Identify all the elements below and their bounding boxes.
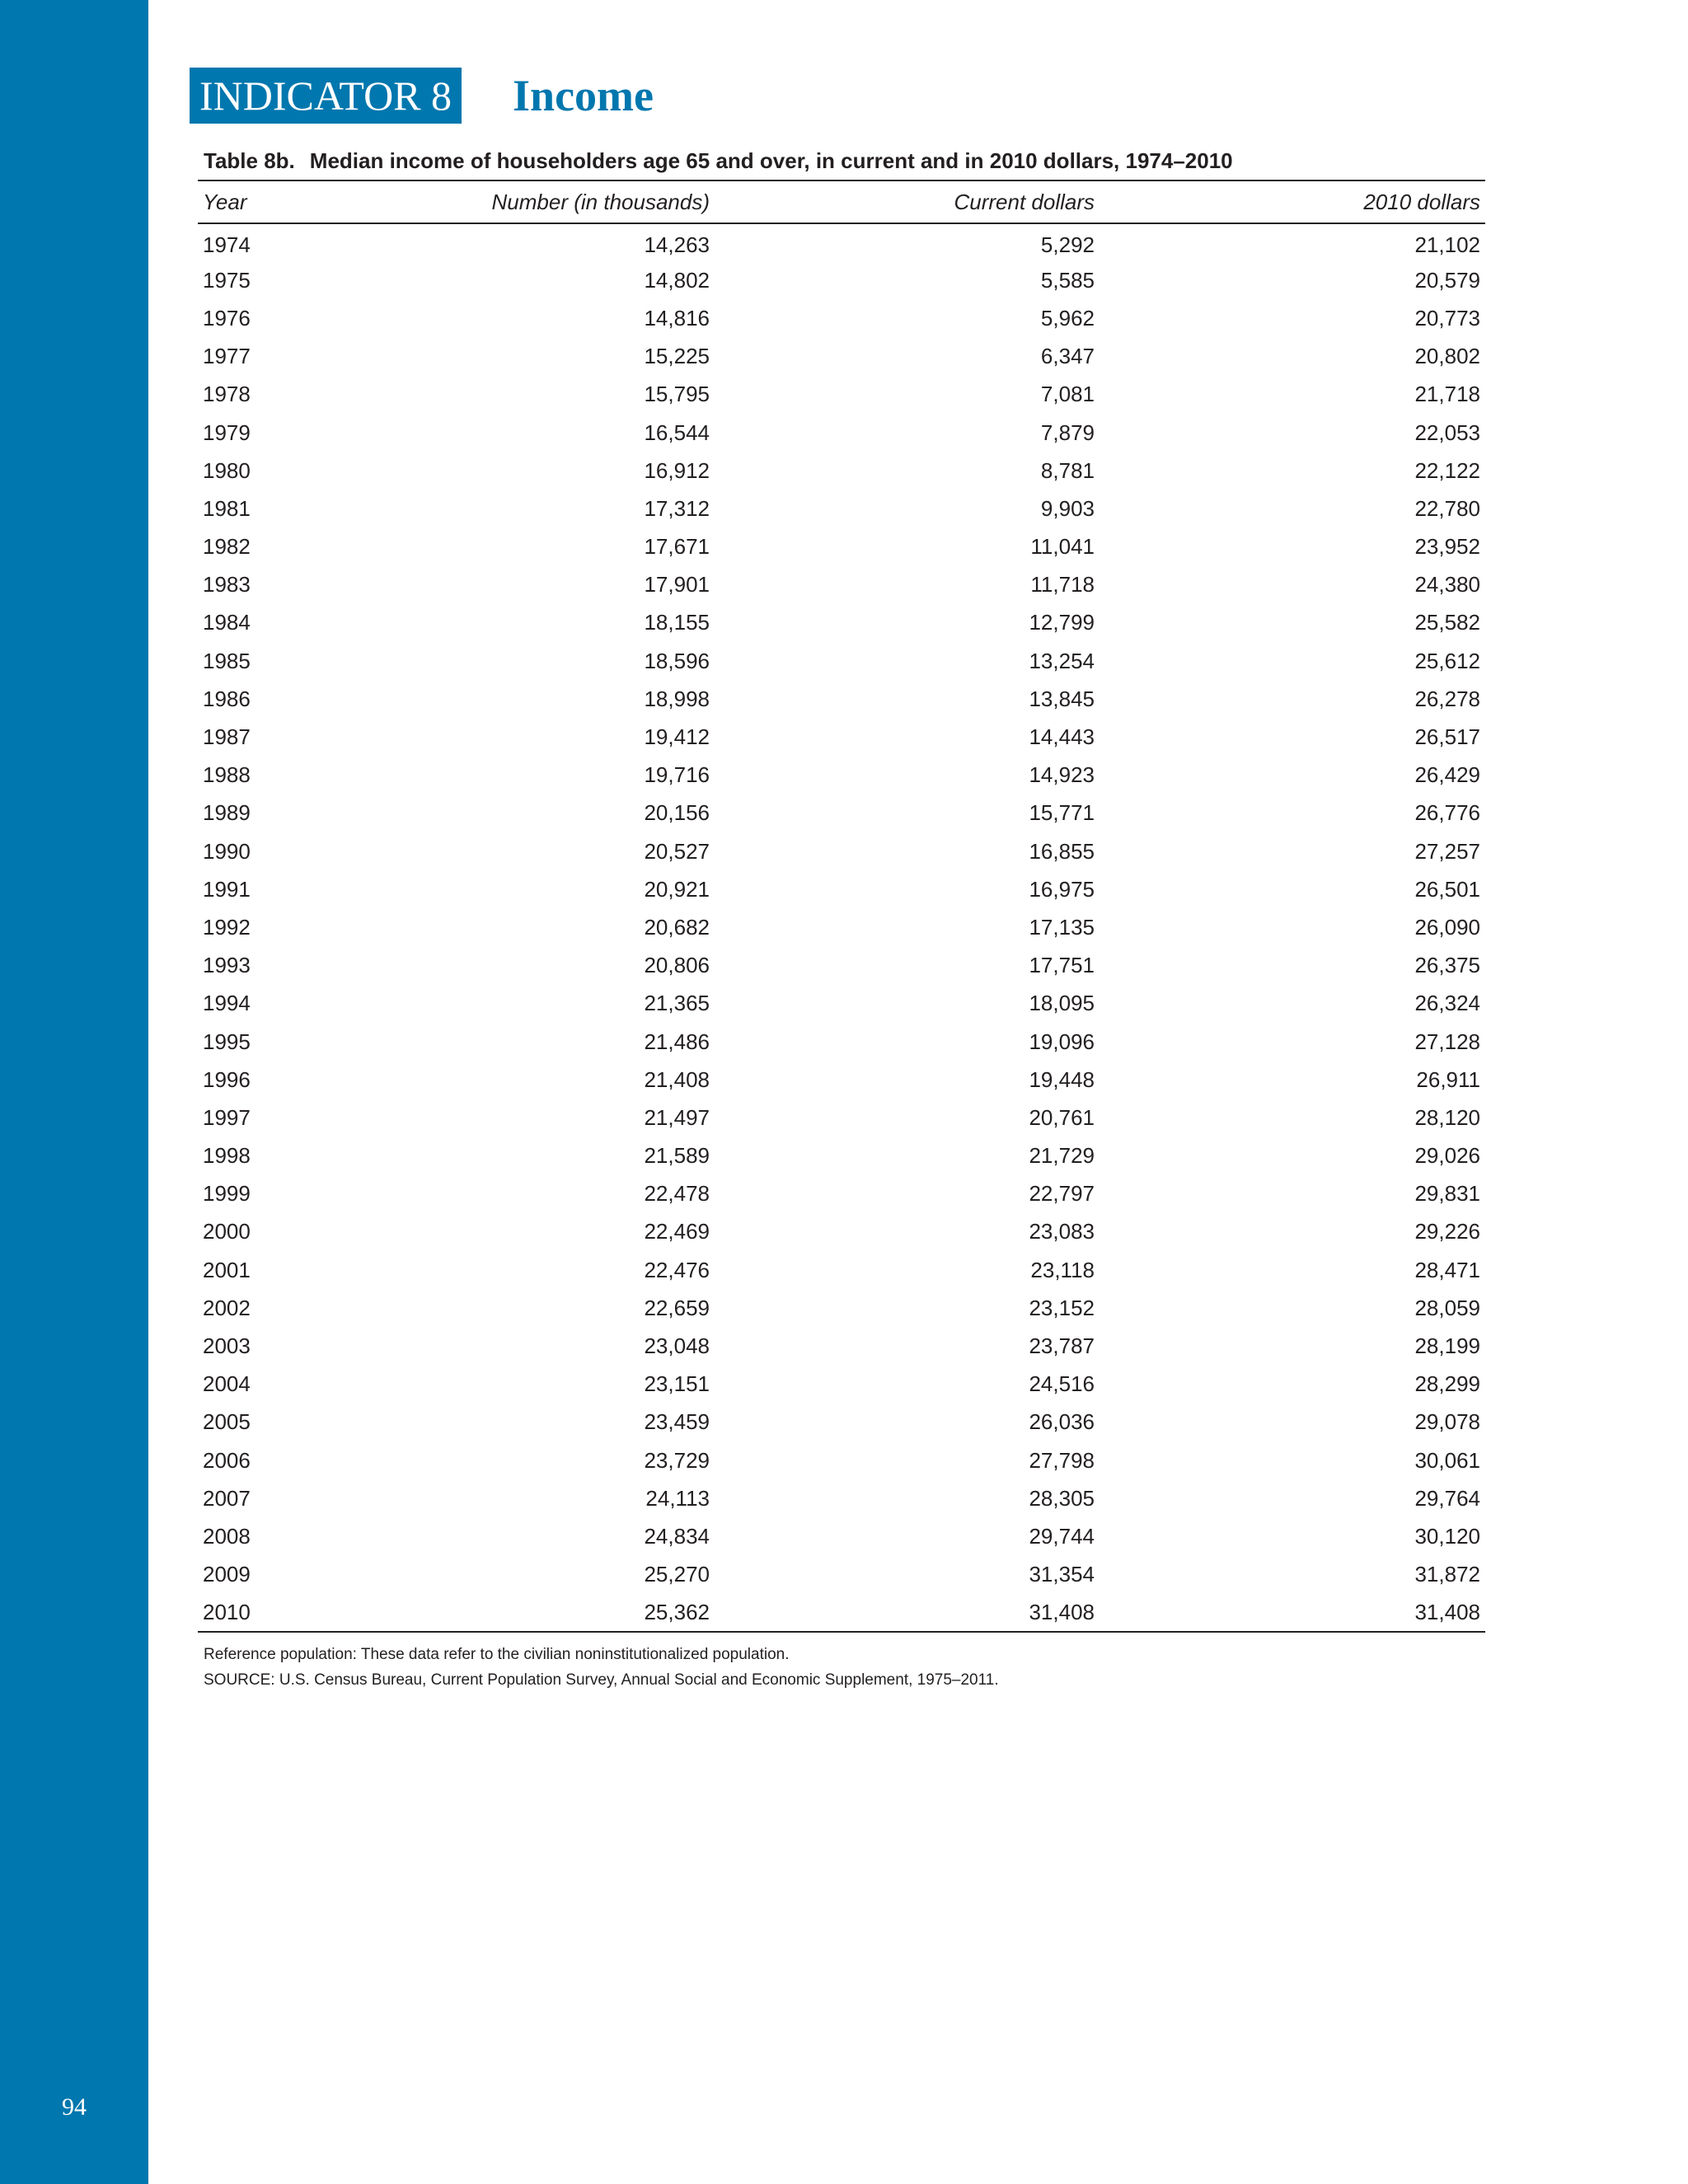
cell-current-dollars: 14,923 xyxy=(1029,762,1095,788)
table-row xyxy=(198,299,1485,337)
table-row xyxy=(198,223,1485,261)
cell-current-dollars: 8,781 xyxy=(1040,457,1095,483)
cell-current-dollars: 18,095 xyxy=(1029,991,1095,1016)
table-row xyxy=(198,908,1485,946)
table-row xyxy=(198,870,1485,908)
cell-year: 2007 xyxy=(203,1485,251,1511)
cell-current-dollars: 17,751 xyxy=(1029,953,1095,978)
cell-number: 20,682 xyxy=(644,914,710,940)
cell-year: 1977 xyxy=(203,344,251,369)
cell-year: 2006 xyxy=(203,1447,251,1473)
cell-year: 1990 xyxy=(203,838,251,864)
page-number: 94 xyxy=(62,2093,87,2121)
cell-2010-dollars: 25,582 xyxy=(1414,610,1480,635)
cell-current-dollars: 31,408 xyxy=(1029,1599,1095,1624)
table-row xyxy=(198,1251,1485,1289)
table-row xyxy=(198,1099,1485,1137)
cell-current-dollars: 5,292 xyxy=(1040,232,1095,258)
cell-current-dollars: 15,771 xyxy=(1029,800,1095,826)
cell-2010-dollars: 22,122 xyxy=(1414,457,1480,483)
cell-number: 21,486 xyxy=(644,1029,710,1054)
cell-number: 20,156 xyxy=(644,800,710,826)
table-row xyxy=(198,376,1485,414)
cell-number: 23,729 xyxy=(644,1447,710,1473)
cell-year: 1986 xyxy=(203,686,251,711)
table-caption xyxy=(204,148,1233,174)
cell-number: 19,412 xyxy=(644,724,710,750)
cell-current-dollars: 23,118 xyxy=(1030,1257,1095,1282)
table-row xyxy=(198,1441,1485,1479)
table-row xyxy=(198,757,1485,794)
cell-current-dollars: 20,761 xyxy=(1029,1104,1095,1130)
cell-year: 1993 xyxy=(203,953,251,978)
cell-current-dollars: 24,516 xyxy=(1029,1371,1095,1397)
cell-year: 1989 xyxy=(203,800,251,826)
cell-number: 17,901 xyxy=(644,572,710,598)
cell-year: 1983 xyxy=(203,572,251,598)
cell-current-dollars: 31,354 xyxy=(1029,1562,1095,1587)
cell-2010-dollars: 26,324 xyxy=(1414,991,1480,1016)
income-table xyxy=(198,180,1485,1633)
cell-current-dollars: 21,729 xyxy=(1029,1143,1095,1169)
cell-year: 1994 xyxy=(203,991,251,1016)
column-header-current-dollars: Current dollars xyxy=(954,189,1095,214)
table-row xyxy=(198,794,1485,832)
cell-2010-dollars: 26,501 xyxy=(1414,876,1480,902)
table-row xyxy=(198,338,1485,376)
table-header-row xyxy=(198,180,1485,223)
cell-number: 23,048 xyxy=(644,1333,710,1359)
cell-2010-dollars: 20,773 xyxy=(1414,305,1480,330)
cell-number: 23,459 xyxy=(644,1409,710,1435)
table-row xyxy=(198,1594,1485,1632)
cell-year: 1999 xyxy=(203,1181,251,1207)
cell-year: 1975 xyxy=(203,267,251,293)
reference-population-note: Reference population: These data refer to the civilian noninstitutionalized population. xyxy=(204,1646,790,1663)
cell-year: 1980 xyxy=(203,457,251,483)
cell-current-dollars: 7,879 xyxy=(1040,419,1095,445)
cell-year: 1991 xyxy=(203,876,251,902)
cell-number: 18,155 xyxy=(644,610,710,635)
cell-year: 1976 xyxy=(203,305,251,330)
cell-current-dollars: 12,799 xyxy=(1029,610,1095,635)
cell-year: 2003 xyxy=(203,1333,251,1359)
sidebar-band xyxy=(0,0,148,2184)
cell-year: 2010 xyxy=(203,1599,251,1624)
table-row xyxy=(198,1137,1485,1175)
cell-2010-dollars: 28,199 xyxy=(1414,1333,1480,1359)
cell-2010-dollars: 21,102 xyxy=(1414,232,1480,258)
cell-2010-dollars: 28,299 xyxy=(1414,1371,1480,1397)
cell-number: 20,806 xyxy=(644,953,710,978)
cell-2010-dollars: 28,059 xyxy=(1414,1295,1480,1320)
cell-2010-dollars: 31,872 xyxy=(1414,1562,1480,1587)
cell-year: 1978 xyxy=(203,382,251,407)
cell-year: 1996 xyxy=(203,1066,251,1092)
cell-current-dollars: 26,036 xyxy=(1029,1409,1095,1435)
cell-number: 14,263 xyxy=(644,232,710,258)
cell-current-dollars: 23,152 xyxy=(1029,1295,1095,1320)
table-caption-number: Table 8b. xyxy=(204,148,295,173)
cell-number: 15,795 xyxy=(644,382,710,407)
cell-number: 24,113 xyxy=(645,1485,710,1511)
cell-year: 1995 xyxy=(203,1029,251,1054)
cell-2010-dollars: 27,257 xyxy=(1414,838,1480,864)
column-header-number: Number (in thousands) xyxy=(491,189,710,214)
cell-number: 18,998 xyxy=(644,686,710,711)
cell-2010-dollars: 30,061 xyxy=(1414,1447,1480,1473)
cell-year: 2004 xyxy=(203,1371,251,1397)
cell-year: 1984 xyxy=(203,610,251,635)
cell-current-dollars: 11,041 xyxy=(1030,534,1095,560)
cell-current-dollars: 6,347 xyxy=(1040,344,1095,369)
cell-number: 21,365 xyxy=(644,991,710,1016)
table-row xyxy=(198,1404,1485,1441)
cell-number: 22,469 xyxy=(644,1219,710,1244)
cell-2010-dollars: 26,375 xyxy=(1414,953,1480,978)
cell-number: 16,544 xyxy=(644,419,710,445)
cell-current-dollars: 17,135 xyxy=(1029,914,1095,940)
cell-current-dollars: 19,096 xyxy=(1029,1029,1095,1054)
cell-year: 2000 xyxy=(203,1219,251,1244)
cell-current-dollars: 11,718 xyxy=(1030,572,1095,598)
cell-current-dollars: 13,254 xyxy=(1029,648,1095,673)
cell-number: 22,478 xyxy=(644,1181,710,1207)
section-title: Income xyxy=(513,71,654,120)
table-row xyxy=(198,604,1485,642)
cell-year: 1974 xyxy=(203,232,251,258)
cell-number: 25,362 xyxy=(644,1599,710,1624)
cell-year: 2005 xyxy=(203,1409,251,1435)
cell-year: 2008 xyxy=(203,1523,251,1549)
table-row xyxy=(198,832,1485,870)
cell-number: 21,589 xyxy=(644,1143,710,1169)
cell-year: 2009 xyxy=(203,1562,251,1587)
cell-2010-dollars: 29,226 xyxy=(1414,1219,1480,1244)
cell-current-dollars: 5,585 xyxy=(1040,267,1095,293)
cell-number: 18,596 xyxy=(644,648,710,673)
cell-2010-dollars: 29,026 xyxy=(1414,1143,1480,1169)
cell-number: 22,476 xyxy=(644,1257,710,1282)
table-caption-title: Median income of householders age 65 and over, in current and in 2010 dollars, 1974–2010 xyxy=(309,148,1233,173)
table-body xyxy=(198,223,1485,1632)
cell-number: 14,816 xyxy=(644,305,710,330)
table-row xyxy=(198,1556,1485,1594)
cell-number: 23,151 xyxy=(644,1371,710,1397)
cell-2010-dollars: 26,278 xyxy=(1414,686,1480,711)
cell-current-dollars: 13,845 xyxy=(1029,686,1095,711)
cell-2010-dollars: 26,517 xyxy=(1414,724,1480,750)
column-header-year: Year xyxy=(203,189,247,214)
cell-2010-dollars: 26,090 xyxy=(1414,914,1480,940)
cell-year: 1997 xyxy=(203,1104,251,1130)
cell-2010-dollars: 23,952 xyxy=(1414,534,1480,560)
cell-current-dollars: 19,448 xyxy=(1029,1066,1095,1092)
cell-current-dollars: 23,083 xyxy=(1029,1219,1095,1244)
table-row xyxy=(198,1366,1485,1404)
cell-current-dollars: 9,903 xyxy=(1040,495,1095,521)
cell-2010-dollars: 26,776 xyxy=(1414,800,1480,826)
cell-2010-dollars: 22,780 xyxy=(1414,495,1480,521)
cell-number: 21,497 xyxy=(644,1104,710,1130)
cell-2010-dollars: 26,429 xyxy=(1414,762,1480,788)
cell-2010-dollars: 31,408 xyxy=(1414,1599,1480,1624)
table-row xyxy=(198,642,1485,680)
indicator-badge: INDICATOR 8 xyxy=(190,68,462,124)
cell-number: 24,834 xyxy=(644,1523,710,1549)
cell-number: 17,312 xyxy=(644,495,710,521)
cell-2010-dollars: 28,120 xyxy=(1414,1104,1480,1130)
cell-2010-dollars: 29,078 xyxy=(1414,1409,1480,1435)
table-row xyxy=(198,261,1485,299)
table-row xyxy=(198,985,1485,1023)
cell-2010-dollars: 24,380 xyxy=(1414,572,1480,598)
cell-current-dollars: 16,855 xyxy=(1029,838,1095,864)
table-row xyxy=(198,566,1485,604)
cell-current-dollars: 5,962 xyxy=(1040,305,1095,330)
cell-current-dollars: 29,744 xyxy=(1029,1523,1095,1549)
table-row xyxy=(198,490,1485,527)
table-notes xyxy=(204,1642,999,1693)
table-row xyxy=(198,947,1485,985)
cell-year: 1998 xyxy=(203,1143,251,1169)
cell-2010-dollars: 21,718 xyxy=(1414,382,1480,407)
cell-2010-dollars: 29,764 xyxy=(1414,1485,1480,1511)
table-row xyxy=(198,528,1485,566)
cell-year: 1992 xyxy=(203,914,251,940)
cell-year: 2002 xyxy=(203,1295,251,1320)
cell-number: 17,671 xyxy=(644,534,710,560)
cell-2010-dollars: 27,128 xyxy=(1414,1029,1480,1054)
cell-number: 15,225 xyxy=(644,344,710,369)
cell-number: 25,270 xyxy=(644,1562,710,1587)
cell-2010-dollars: 22,053 xyxy=(1414,419,1480,445)
cell-year: 1981 xyxy=(203,495,251,521)
table-row xyxy=(198,1327,1485,1365)
table-row xyxy=(198,1479,1485,1517)
table-row xyxy=(198,452,1485,490)
cell-current-dollars: 28,305 xyxy=(1029,1485,1095,1511)
cell-current-dollars: 27,798 xyxy=(1029,1447,1095,1473)
table-row xyxy=(198,1289,1485,1327)
cell-2010-dollars: 30,120 xyxy=(1414,1523,1480,1549)
cell-year: 2001 xyxy=(203,1257,251,1282)
table-row xyxy=(198,718,1485,756)
cell-current-dollars: 22,797 xyxy=(1029,1181,1095,1207)
source-note: SOURCE: U.S. Census Bureau, Current Population Survey, Annual Social and Economic Supplement, 1975–2011. xyxy=(204,1671,999,1689)
cell-number: 20,527 xyxy=(644,838,710,864)
table-row xyxy=(198,1061,1485,1099)
cell-2010-dollars: 20,802 xyxy=(1414,344,1480,369)
cell-number: 20,921 xyxy=(644,876,710,902)
table-row xyxy=(198,1175,1485,1213)
table-row xyxy=(198,1023,1485,1061)
cell-current-dollars: 14,443 xyxy=(1029,724,1095,750)
column-header-2010-dollars: 2010 dollars xyxy=(1363,189,1480,214)
cell-current-dollars: 23,787 xyxy=(1029,1333,1095,1359)
page-header xyxy=(190,68,654,124)
cell-current-dollars: 16,975 xyxy=(1029,876,1095,902)
cell-year: 1987 xyxy=(203,724,251,750)
cell-year: 1979 xyxy=(203,419,251,445)
table-row xyxy=(198,1213,1485,1251)
cell-number: 19,716 xyxy=(644,762,710,788)
cell-2010-dollars: 29,831 xyxy=(1414,1181,1480,1207)
cell-year: 1985 xyxy=(203,648,251,673)
cell-2010-dollars: 25,612 xyxy=(1414,648,1480,673)
table-row xyxy=(198,1517,1485,1555)
cell-year: 1988 xyxy=(203,762,251,788)
table-row xyxy=(198,680,1485,718)
cell-number: 21,408 xyxy=(644,1066,710,1092)
table-row xyxy=(198,414,1485,452)
cell-number: 16,912 xyxy=(644,457,710,483)
cell-2010-dollars: 26,911 xyxy=(1416,1066,1480,1092)
cell-2010-dollars: 28,471 xyxy=(1414,1257,1480,1282)
cell-number: 22,659 xyxy=(644,1295,710,1320)
cell-number: 14,802 xyxy=(644,267,710,293)
cell-2010-dollars: 20,579 xyxy=(1414,267,1480,293)
cell-current-dollars: 7,081 xyxy=(1040,382,1095,407)
cell-year: 1982 xyxy=(203,534,251,560)
